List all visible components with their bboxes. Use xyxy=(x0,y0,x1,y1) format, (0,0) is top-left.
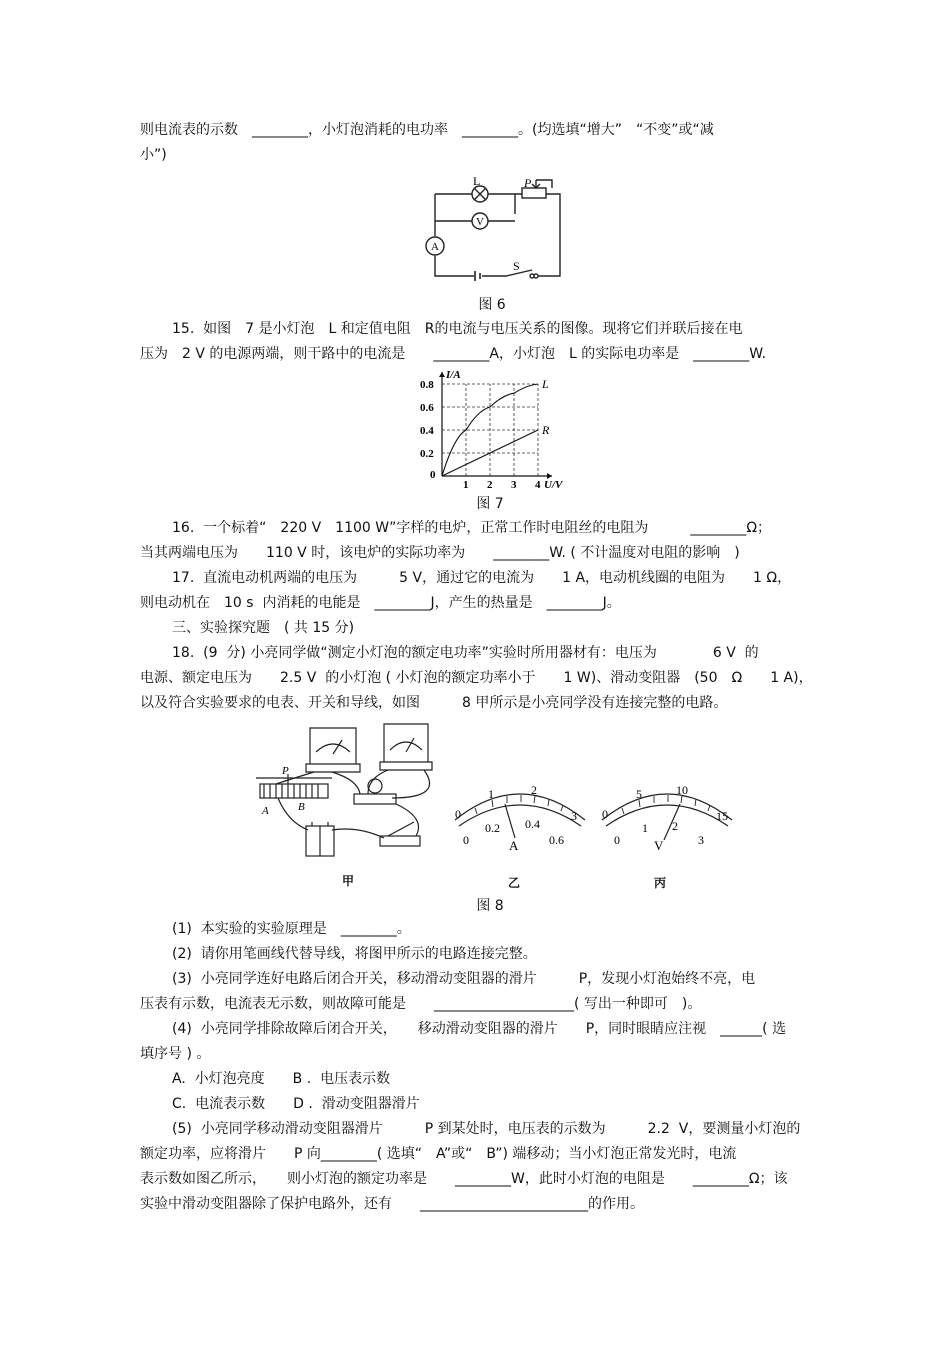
text-line: 额定功率，应将滑片 P 向________( 选填“ A”或“ B”) 端移动；当小灯泡正常发光时，电流 xyxy=(140,1146,737,1162)
scale-label: 0.4 xyxy=(525,817,540,831)
text-line: 18. (9 分) 小亮同学做“测定小灯泡的额定电功率”实验时所用器材有：电压为 6 V 的 xyxy=(172,645,759,661)
figure-7-caption: 图 7 xyxy=(476,496,504,512)
voltmeter-label: V xyxy=(476,216,484,228)
switch-label: S xyxy=(513,259,520,273)
text-line: (4) 小亮同学排除故障后闭合开关， 移动滑动变阻器的滑片 P，同时眼睛应注视 ______( 选 xyxy=(172,1021,787,1037)
scale-label: 3 xyxy=(698,833,704,847)
terminal-b-label: B xyxy=(298,801,305,813)
text-line: 压表有示数，电流表无示数，则故障可能是 ____________________( 写出一种即可 )。 xyxy=(140,996,702,1012)
text-line: 16. 一个标着“ 220 V 1100 W”字样的电炉，正常工作时电阻丝的电阻为 ________Ω； xyxy=(172,520,772,536)
scale-label: 15 xyxy=(716,809,728,823)
text-line: (3) 小亮同学连好电路后闭合开关，移动滑动变阻器的滑片 P，发现小灯泡始终不亮，电 xyxy=(172,971,756,987)
text-line: 表示数如图乙所示， 则小灯泡的额定功率是 ________W，此时小灯泡的电阻是 ________Ω；该 xyxy=(140,1171,788,1187)
x-tick-label: 0 xyxy=(430,469,436,481)
scale-label: 2 xyxy=(531,783,537,797)
scale-label: 1 xyxy=(488,787,494,801)
option-line: C. 电流表示数 D . 滑动变阻器滑片 xyxy=(172,1096,420,1112)
figure-6-circuit xyxy=(420,172,570,284)
text-line: 填序号 ) 。 xyxy=(140,1046,211,1062)
text-line: 则电动机在 10 s 内消耗的电能是 ________J，产生的热量是 ________J。 xyxy=(140,595,621,611)
text-line: 压为 2 V 的电源两端，则干路中的电流是 ________A，小灯泡 L 的实际电功率是 ________W. xyxy=(140,346,766,362)
text-line: 15. 如图 7 是小灯泡 L 和定值电阻 R的电流与电压关系的图像。现将它们并联后接在电 xyxy=(172,321,743,337)
text-line: (1) 本实验的实验原理是 ________。 xyxy=(172,921,411,937)
scale-label: 0.6 xyxy=(549,833,564,847)
slider-label: P xyxy=(524,176,532,190)
text-line: 17. 直流电动机两端的电压为 5 V，通过它的电流为 1 A，电动机线圈的电阻为 1 Ω， xyxy=(172,570,792,586)
figure-8-caption: 图 8 xyxy=(476,898,504,914)
y-tick-label: 0.6 xyxy=(420,402,434,414)
y-tick-label: 0.8 xyxy=(420,379,434,391)
slider-label: P xyxy=(282,765,289,777)
x-tick-label: 1 xyxy=(463,479,469,491)
scale-label: 0 xyxy=(614,833,620,847)
section-heading: 三、实验探究题 ( 共 15 分) xyxy=(172,620,355,636)
text-line: 小”) xyxy=(140,147,167,163)
scale-label: 3 xyxy=(571,809,577,823)
text-line: 电源、额定电压为 2.5 V 的小灯泡 ( 小灯泡的额定功率小于 1 W)、滑动变阻器 (50 Ω 1 A)， xyxy=(140,670,813,686)
text-line: 以及符合实验要求的电表、开关和导线，如图 8 甲所示是小亮同学没有连接完整的电路。 xyxy=(140,695,728,711)
text-line: 实验中滑动变阻器除了保护电路外，还有 ________________________的作用。 xyxy=(140,1196,644,1212)
scale-label: 5 xyxy=(636,787,642,801)
series-label: L xyxy=(542,377,549,391)
scale-label: 2 xyxy=(672,819,678,833)
text-line: 当其两端电压为 110 V 时，该电炉的实际功率为 ________W. ( 不计温度对电阻的影响 ) xyxy=(140,545,740,561)
option-line: A. 小灯泡亮度 B . 电压表示数 xyxy=(172,1071,391,1087)
y-tick-label: 0.4 xyxy=(420,425,434,437)
scale-label: 0 xyxy=(602,807,608,821)
sub-caption-bing: 丙 xyxy=(654,876,667,890)
y-axis-arrow xyxy=(439,372,445,377)
scale-label: 0 xyxy=(463,833,469,847)
figure-8-apparatus xyxy=(248,718,448,868)
x-tick-label: 4 xyxy=(535,479,541,491)
terminal-a-label: A xyxy=(262,805,269,817)
scale-label: 10 xyxy=(676,783,688,797)
text-line: (2) 请你用笔画线代替导线，将图甲所示的电路连接完整。 xyxy=(172,946,537,962)
scale-label: 0 xyxy=(455,807,461,821)
figure-7-chart xyxy=(420,366,563,492)
x-tick-label: 2 xyxy=(487,479,493,491)
unit-label: A xyxy=(509,838,519,853)
ammeter-label: A xyxy=(431,241,439,253)
figure-8-voltmeter-dial xyxy=(592,780,742,860)
lamp-label: L xyxy=(473,174,481,188)
y-tick-label: 0.2 xyxy=(420,448,434,460)
figure-8-ammeter-dial xyxy=(445,780,595,860)
text-line: 则电流表的示数 ________，小灯泡消耗的电功率 ________。(均选填“增大” “不变”或“减 xyxy=(140,122,714,138)
sub-caption-yi: 乙 xyxy=(508,876,521,890)
scale-label: 0.2 xyxy=(485,821,500,835)
scale-label: 1 xyxy=(642,821,648,835)
unit-label: V xyxy=(654,838,664,853)
x-tick-label: 3 xyxy=(511,479,517,491)
y-axis-label: I/A xyxy=(446,369,461,381)
text-line: (5) 小亮同学移动滑动变阻器滑片 P 到某处时，电压表的示数为 2.2 V，要测量小灯泡的 xyxy=(172,1121,801,1137)
series-label: R xyxy=(542,423,550,437)
figure-6-caption: 图 6 xyxy=(478,297,506,313)
x-axis-label: U/V xyxy=(544,479,563,491)
sub-caption-jia: 甲 xyxy=(342,874,355,888)
